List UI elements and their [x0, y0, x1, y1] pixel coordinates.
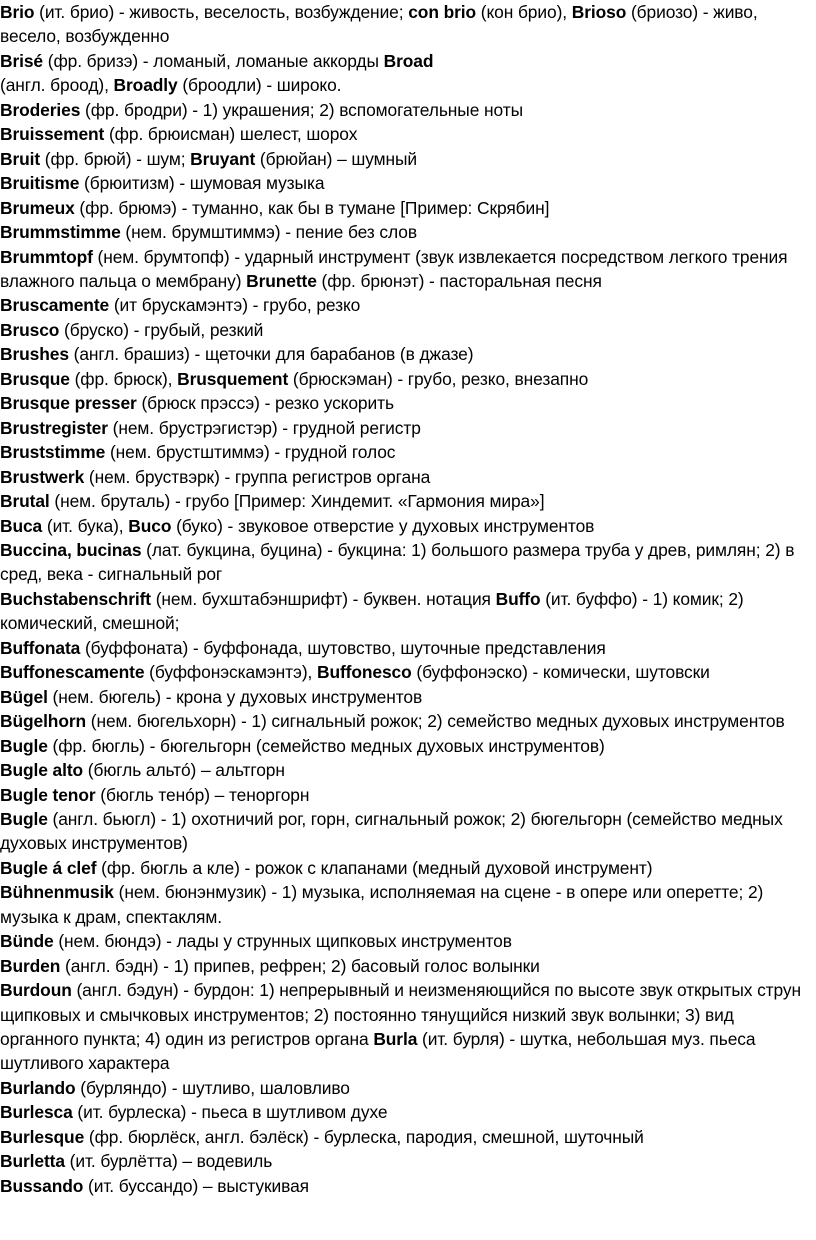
entry-definition: (буффонэскамэнтэ), [144, 662, 317, 683]
entry-term: Broad [383, 50, 434, 71]
dictionary-entry [0, 73, 814, 97]
entry-definition: (бюгль тенóр) – теноргорн [95, 784, 310, 805]
entry-term: Brushes [0, 344, 69, 365]
dictionary-entry [0, 856, 814, 880]
entry-definition: (ит. буссандо) – выстукивая [83, 1175, 309, 1196]
entry-term: Bugle á clef [0, 857, 97, 878]
dictionary-entry [0, 391, 814, 415]
dictionary-entry [0, 660, 814, 684]
entry-term: Brioso [571, 2, 627, 22]
entry-definition: (нем. бюгель) - крона у духовых инструментов [47, 686, 423, 707]
entry-term: Brummstimme [0, 222, 121, 243]
dictionary-entry [0, 196, 814, 220]
dictionary-entry [0, 440, 814, 464]
entry-definition: (нем. брустрэгистэр) - грудной регистр [107, 417, 421, 438]
entry-definition: (фр. брюмэ) - туманно, как бы в тумане [Пример: Скрябин] [74, 197, 550, 218]
dictionary-entry [0, 293, 814, 317]
entry-term: Buca [0, 515, 43, 536]
entry-definition: (нем. брумтопф) - ударный инструмент (звук извлекается посредством легкого трения влажного пальца о мембрану) [0, 246, 788, 291]
entry-term: Brustregister [0, 417, 108, 438]
entry-term: Bugle [0, 735, 48, 756]
entry-term: Brusco [0, 319, 60, 340]
entry-definition: (бюгль альтó) – альтгорн [83, 760, 285, 781]
dictionary-entry [0, 342, 814, 366]
entry-definition: (бурляндо) - шутливо, шаловливо [75, 1077, 350, 1098]
entry-definition: (нем. брустштиммэ) - грудной голос [105, 442, 396, 463]
entry-term: Brummtopf [0, 246, 93, 267]
dictionary-entry [0, 978, 814, 1076]
entry-term: Bruit [0, 148, 41, 169]
entry-term: Broadly [113, 75, 178, 96]
dictionary-entry [0, 220, 814, 244]
entry-term: Bussando [0, 1175, 84, 1196]
entry-term: Bruitisme [0, 173, 80, 194]
entry-definition: (ит брускамэнтэ) - грубо, резко [109, 295, 361, 316]
entry-definition: (фр. брюнэт) - пасторальная песня [316, 270, 602, 291]
entry-definition: (англ. брашиз) - щеточки для барабанов (в джазе) [68, 344, 474, 365]
entry-term: Brisé [0, 50, 44, 71]
entry-term: Buffo [495, 588, 541, 609]
entry-term: Burdoun [0, 980, 72, 1001]
entry-term: Bruscamente [0, 295, 110, 316]
entry-definition: (фр. бризэ) - ломаный, ломаные аккорды [43, 50, 384, 71]
dictionary-entry [0, 1100, 814, 1124]
entry-term: Broderies [0, 99, 81, 120]
entry-term: Bruissement [0, 124, 105, 145]
entry-term: con brio [408, 2, 477, 22]
entry-term: Buffonesco [316, 662, 412, 683]
entry-term: Buchstabenschrift [0, 588, 151, 609]
entry-term: Bünde [0, 931, 54, 952]
entry-term: Brumeux [0, 197, 75, 218]
entry-term: Bügelhorn [0, 711, 87, 732]
entry-definition: (фр. бродри) - 1) украшения; 2) вспомогательные ноты [80, 99, 523, 120]
entry-definition: (фр. бюрлёск, англ. бэлёск) - бурлеска, пародия, смешной, шуточный [84, 1126, 644, 1147]
dictionary-entry [0, 709, 814, 733]
entry-definition: (брюск прэссэ) - резко ускорить [136, 393, 394, 414]
dictionary-entry [0, 0, 814, 49]
entry-term: Buffonescamente [0, 662, 145, 683]
entry-term: Burletta [0, 1151, 65, 1172]
entry-term: Bugle alto [0, 760, 84, 781]
entry-definition: (ит. буффо) - 1) комик; 2) комический, смешной; [0, 588, 744, 634]
dictionary-entry [0, 416, 814, 440]
entry-definition: (ит. бурля) - шутка, небольшая муз. пьеса шутливого характера [0, 1029, 756, 1074]
dictionary-entry [0, 245, 814, 294]
dictionary-entry [0, 171, 814, 195]
entry-definition: (фр. бюгль) - бюгельгорн (семейство медных духовых инструментов) [47, 735, 605, 756]
dictionary-entry [0, 49, 814, 73]
dictionary-entry [0, 758, 814, 782]
entry-definition: (нем. бюндэ) - лады у струнных щипковых инструментов [53, 931, 512, 952]
entry-term: Buco [128, 515, 172, 536]
entry-definition: (англ. бэдн) - 1) припев, рефрен; 2) басовый голос волынки [60, 955, 540, 976]
entry-term: Bruststimme [0, 442, 106, 463]
entry-term: Brusquement [177, 368, 289, 389]
entry-definition: (бруско) - грубый, резкий [59, 319, 264, 340]
dictionary-entry [0, 1125, 814, 1149]
entry-definition: (нем. бруствэрк) - группа регистров органа [84, 466, 431, 487]
entry-definition: (буффонэско) - комически, шутовски [411, 662, 710, 683]
dictionary-entry [0, 734, 814, 758]
dictionary-entry [0, 98, 814, 122]
entry-definition: (англ. бьюгл) - 1) охотничий рог, горн, сигнальный рожок; 2) бюгельгорн (семейство медных духовых инструментов) [0, 808, 783, 854]
entry-definition: (бриозо) - живо, весело, возбужденно [0, 2, 758, 47]
entry-definition: (ит. бурлеска) - пьеса в шутливом духе [72, 1102, 388, 1123]
entry-term: Brusque [0, 368, 70, 389]
entry-definition: (кон брио), [476, 2, 572, 22]
entry-term: Brio [0, 2, 35, 22]
entry-term: Burlesca [0, 1102, 73, 1123]
dictionary-entry [0, 122, 814, 146]
entry-definition: (нем. бухштабэншрифт) - буквен. нотация [150, 588, 496, 609]
entry-definition: (фр. брюск), [69, 368, 178, 389]
entry-definition: (броодли) - широко. [177, 75, 342, 96]
entry-term: Burlando [0, 1077, 76, 1098]
dictionary-entry [0, 489, 814, 513]
dictionary-entry [0, 807, 814, 856]
dictionary-entry [0, 880, 814, 929]
entry-term: Brusque presser [0, 393, 137, 414]
dictionary-entry [0, 1174, 814, 1198]
entry-definition: (брюитизм) - шумовая музыка [79, 173, 325, 194]
entry-definition: (брюйан) – шумный [255, 148, 418, 169]
dictionary-entry [0, 1076, 814, 1100]
entry-definition: (нем. брумштиммэ) - пение без слов [120, 222, 417, 243]
entry-definition: (брюскэман) - грубо, резко, внезапно [288, 368, 589, 389]
entry-definition: (фр. брюй) - шум; [40, 148, 191, 169]
entry-term: Brutal [0, 491, 50, 512]
entry-term: Bugle [0, 808, 48, 829]
entry-term: Burlesque [0, 1126, 85, 1147]
entry-term: Bühnenmusik [0, 882, 114, 903]
entry-term: Buccina, bucinas [0, 539, 142, 560]
entry-definition: (лат. букцина, буцина) - букцина: 1) большого размера труба у древ, римлян; 2) в сред, века - сигнальный рог [0, 539, 795, 585]
entry-definition: (нем. бруталь) - грубо [Пример: Хиндемит. «Гармония мира»] [49, 491, 545, 512]
dictionary-entry [0, 783, 814, 807]
entry-definition: (нем. бюнэнмузик) - 1) музыка, исполняемая на сцене - в опере или оперетте; 2) музыка к драм, спектаклям. [0, 882, 764, 927]
dictionary-entry [0, 465, 814, 489]
dictionary-entry [0, 318, 814, 342]
entry-term: Bugle tenor [0, 784, 96, 805]
dictionary-entry [0, 587, 814, 636]
dictionary-entry [0, 929, 814, 953]
entry-term: Brustwerk [0, 466, 85, 487]
entry-definition: (фр. брюисман) шелест, шорох [104, 124, 358, 145]
entry-term: Buffonata [0, 637, 81, 658]
dictionary-entry [0, 1149, 814, 1173]
entry-term: Burla [373, 1029, 418, 1050]
dictionary-entry [0, 514, 814, 538]
dictionary-entry [0, 147, 814, 171]
entry-term: Bruyant [190, 148, 256, 169]
entry-term: Burden [0, 955, 61, 976]
entry-definition: (фр. бюгль а кле) - рожок с клапанами (медный духовой инструмент) [96, 857, 653, 878]
entry-definition: (ит. брио) - живость, веселость, возбуждение; [34, 2, 409, 22]
dictionary-entry [0, 636, 814, 660]
dictionary-entry [0, 367, 814, 391]
entry-term: Brunette [246, 270, 317, 291]
entry-definition: (ит. бурлётта) – водевиль [64, 1151, 273, 1172]
dictionary-entry [0, 538, 814, 587]
dictionary-entry [0, 685, 814, 709]
entry-definition: (буко) - звуковое отверстие у духовых инструментов [171, 515, 595, 536]
entry-definition: (ит. бука), [42, 515, 129, 536]
entry-definition: (нем. бюгельхорн) - 1) сигнальный рожок; 2) семейство медных духовых инструментов [86, 711, 785, 732]
entry-definition: (буффоната) - буффонада, шутовство, шуточные представления [80, 637, 606, 658]
entry-definition: (англ. бэдун) - бурдон: 1) непрерывный и неизменяющийся по высоте звук открытых струн щипковых и смычковых инструментов; 2) постоянно тянущийся низкий звук волынки; 3) вид органного пункта; 4) один из регистров органа [0, 980, 802, 1050]
dictionary-entry [0, 954, 814, 978]
entry-definition: (англ. броод), [0, 75, 114, 96]
entry-term: Bügel [0, 686, 48, 707]
